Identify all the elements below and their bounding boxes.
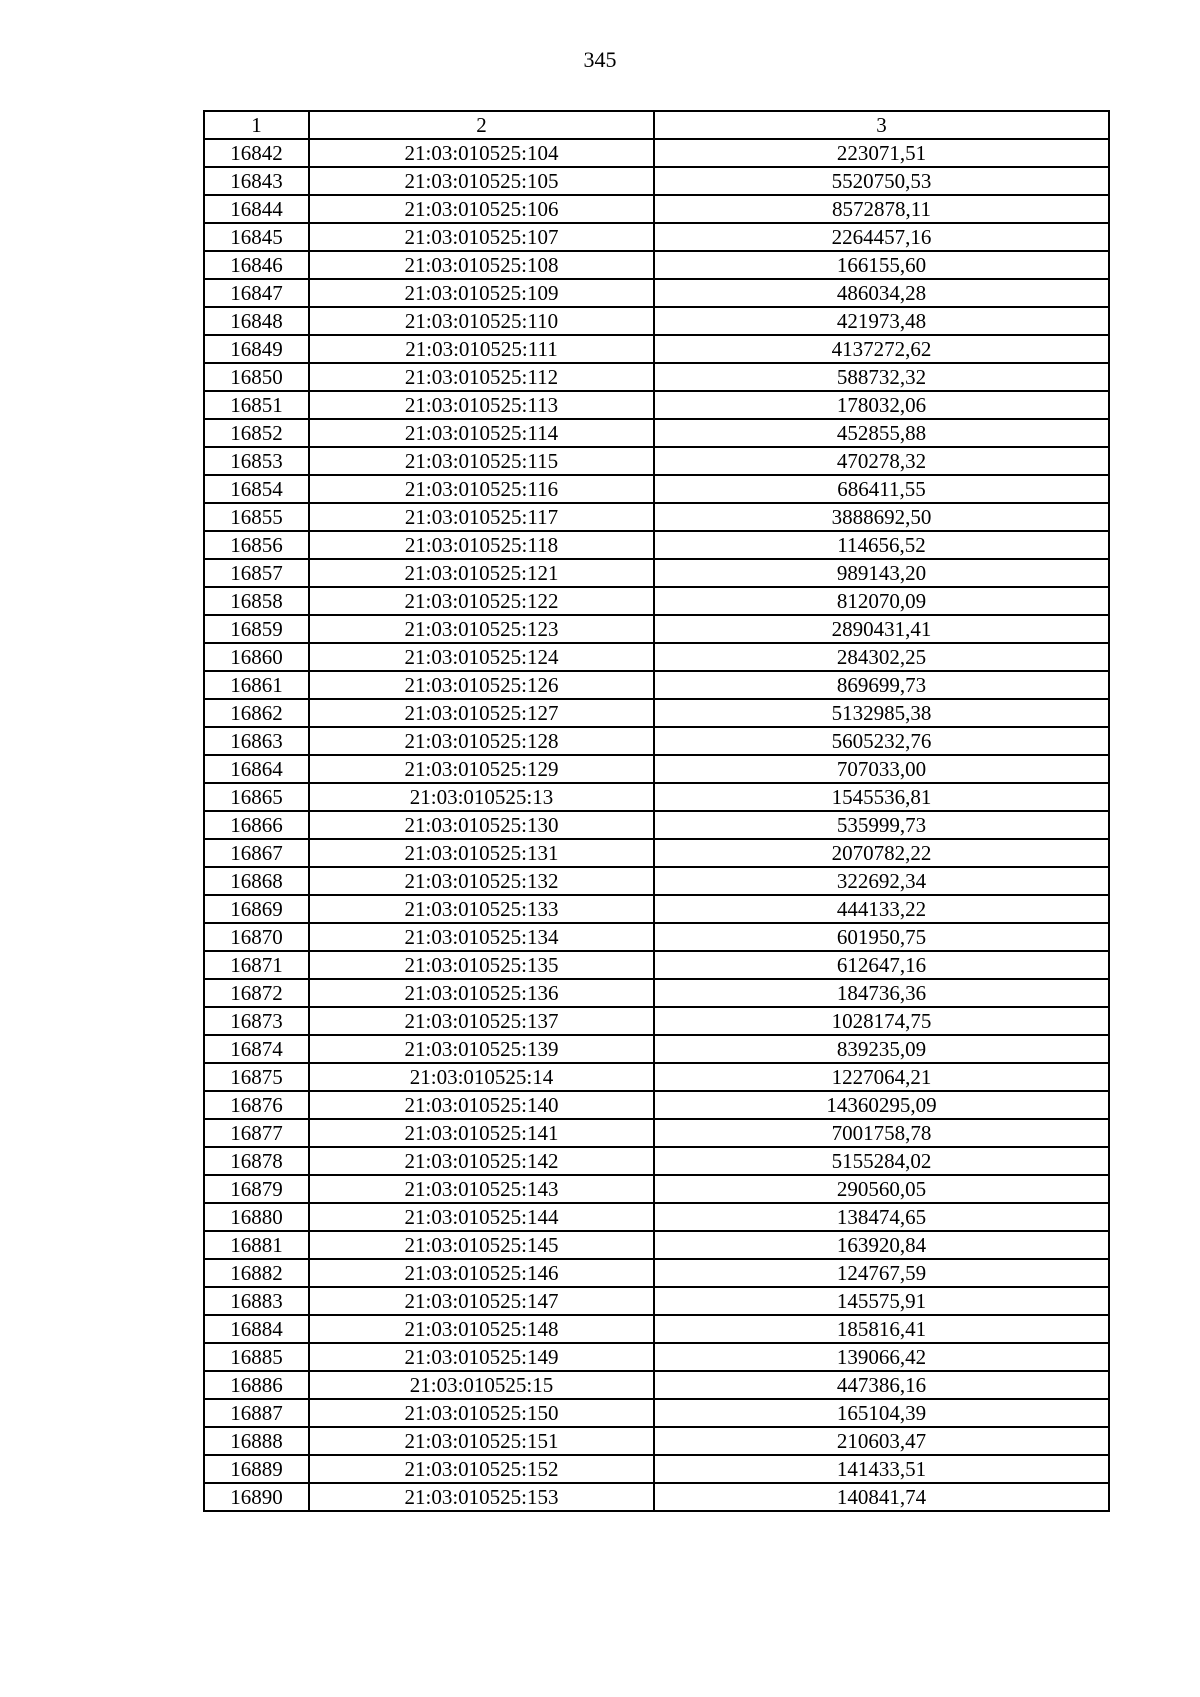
cell-cadastral-number: 21:03:010525:136 [309, 979, 654, 1007]
cell-row-number: 16878 [204, 1147, 309, 1175]
cell-row-number: 16863 [204, 727, 309, 755]
cell-value: 486034,28 [654, 279, 1109, 307]
cell-row-number: 16889 [204, 1455, 309, 1483]
column-header-number: 1 [204, 111, 309, 139]
table-row [204, 811, 1109, 839]
cell-value: 612647,16 [654, 951, 1109, 979]
table-row [204, 1007, 1109, 1035]
cell-row-number: 16844 [204, 195, 309, 223]
table-body [204, 139, 1109, 1511]
cell-cadastral-number: 21:03:010525:106 [309, 195, 654, 223]
table-row [204, 839, 1109, 867]
table-row [204, 531, 1109, 559]
cell-row-number: 16866 [204, 811, 309, 839]
header-row [204, 111, 1109, 139]
table-row [204, 1399, 1109, 1427]
cell-row-number: 16886 [204, 1371, 309, 1399]
cell-cadastral-number: 21:03:010525:149 [309, 1343, 654, 1371]
cell-cadastral-number: 21:03:010525:133 [309, 895, 654, 923]
cell-value: 707033,00 [654, 755, 1109, 783]
cell-value: 447386,16 [654, 1371, 1109, 1399]
table-row [204, 195, 1109, 223]
table-row [204, 615, 1109, 643]
cell-row-number: 16871 [204, 951, 309, 979]
cell-value: 185816,41 [654, 1315, 1109, 1343]
cell-cadastral-number: 21:03:010525:115 [309, 447, 654, 475]
table-row [204, 335, 1109, 363]
cell-value: 8572878,11 [654, 195, 1109, 223]
table-row [204, 699, 1109, 727]
cell-value: 5132985,38 [654, 699, 1109, 727]
table-row [204, 979, 1109, 1007]
cell-value: 839235,09 [654, 1035, 1109, 1063]
table-row [204, 951, 1109, 979]
cell-cadastral-number: 21:03:010525:132 [309, 867, 654, 895]
table-row [204, 727, 1109, 755]
column-header-cadastral-number: 2 [309, 111, 654, 139]
cell-value: 163920,84 [654, 1231, 1109, 1259]
cell-value: 5605232,76 [654, 727, 1109, 755]
cell-cadastral-number: 21:03:010525:142 [309, 1147, 654, 1175]
cell-cadastral-number: 21:03:010525:139 [309, 1035, 654, 1063]
cell-cadastral-number: 21:03:010525:13 [309, 783, 654, 811]
cell-value: 2264457,16 [654, 223, 1109, 251]
cell-value: 812070,09 [654, 587, 1109, 615]
cell-value: 5520750,53 [654, 167, 1109, 195]
table-row [204, 419, 1109, 447]
table-row [204, 587, 1109, 615]
table-row [204, 167, 1109, 195]
table-row [204, 363, 1109, 391]
cell-cadastral-number: 21:03:010525:104 [309, 139, 654, 167]
table-row [204, 1203, 1109, 1231]
cell-row-number: 16849 [204, 335, 309, 363]
cell-row-number: 16880 [204, 1203, 309, 1231]
cell-row-number: 16882 [204, 1259, 309, 1287]
cell-row-number: 16859 [204, 615, 309, 643]
table-row [204, 1259, 1109, 1287]
cell-cadastral-number: 21:03:010525:152 [309, 1455, 654, 1483]
cell-row-number: 16888 [204, 1427, 309, 1455]
cadastral-value-table [203, 110, 1110, 1512]
cell-value: 141433,51 [654, 1455, 1109, 1483]
column-header-value: 3 [654, 111, 1109, 139]
table-row [204, 391, 1109, 419]
cell-value: 7001758,78 [654, 1119, 1109, 1147]
table-row [204, 1063, 1109, 1091]
cell-row-number: 16842 [204, 139, 309, 167]
cell-value: 2890431,41 [654, 615, 1109, 643]
table-row [204, 1035, 1109, 1063]
cell-cadastral-number: 21:03:010525:129 [309, 755, 654, 783]
cell-cadastral-number: 21:03:010525:134 [309, 923, 654, 951]
cell-cadastral-number: 21:03:010525:146 [309, 1259, 654, 1287]
cell-cadastral-number: 21:03:010525:131 [309, 839, 654, 867]
cell-value: 290560,05 [654, 1175, 1109, 1203]
cell-row-number: 16874 [204, 1035, 309, 1063]
cell-value: 223071,51 [654, 139, 1109, 167]
cell-row-number: 16872 [204, 979, 309, 1007]
cell-value: 421973,48 [654, 307, 1109, 335]
table-row [204, 1315, 1109, 1343]
cell-value: 166155,60 [654, 251, 1109, 279]
table-row [204, 1343, 1109, 1371]
table-row [204, 307, 1109, 335]
table-row [204, 475, 1109, 503]
page-number: 345 [583, 47, 617, 72]
table-row [204, 867, 1109, 895]
table-header [204, 111, 1109, 139]
cell-value: 470278,32 [654, 447, 1109, 475]
cell-row-number: 16858 [204, 587, 309, 615]
table-row [204, 251, 1109, 279]
cell-value: 284302,25 [654, 643, 1109, 671]
cell-value: 114656,52 [654, 531, 1109, 559]
cell-cadastral-number: 21:03:010525:113 [309, 391, 654, 419]
cell-value: 588732,32 [654, 363, 1109, 391]
cell-row-number: 16870 [204, 923, 309, 951]
cell-row-number: 16856 [204, 531, 309, 559]
cell-cadastral-number: 21:03:010525:135 [309, 951, 654, 979]
cell-row-number: 16876 [204, 1091, 309, 1119]
cell-cadastral-number: 21:03:010525:153 [309, 1483, 654, 1511]
cell-value: 165104,39 [654, 1399, 1109, 1427]
table-row [204, 1231, 1109, 1259]
cell-row-number: 16869 [204, 895, 309, 923]
cell-cadastral-number: 21:03:010525:109 [309, 279, 654, 307]
cell-row-number: 16854 [204, 475, 309, 503]
cell-value: 139066,42 [654, 1343, 1109, 1371]
cell-cadastral-number: 21:03:010525:147 [309, 1287, 654, 1315]
table-row [204, 643, 1109, 671]
cell-value: 184736,36 [654, 979, 1109, 1007]
cell-cadastral-number: 21:03:010525:105 [309, 167, 654, 195]
cell-row-number: 16887 [204, 1399, 309, 1427]
cell-cadastral-number: 21:03:010525:126 [309, 671, 654, 699]
table-row [204, 1119, 1109, 1147]
cell-value: 2070782,22 [654, 839, 1109, 867]
cell-cadastral-number: 21:03:010525:150 [309, 1399, 654, 1427]
cell-value: 14360295,09 [654, 1091, 1109, 1119]
cell-value: 322692,34 [654, 867, 1109, 895]
table-row [204, 1287, 1109, 1315]
table-row [204, 1455, 1109, 1483]
cell-row-number: 16873 [204, 1007, 309, 1035]
cell-value: 452855,88 [654, 419, 1109, 447]
cell-value: 1545536,81 [654, 783, 1109, 811]
table-row [204, 139, 1109, 167]
cell-value: 124767,59 [654, 1259, 1109, 1287]
table-row [204, 671, 1109, 699]
cell-cadastral-number: 21:03:010525:122 [309, 587, 654, 615]
cell-row-number: 16848 [204, 307, 309, 335]
table-row [204, 279, 1109, 307]
table-row [204, 447, 1109, 475]
cell-value: 138474,65 [654, 1203, 1109, 1231]
table-row [204, 559, 1109, 587]
cell-value: 145575,91 [654, 1287, 1109, 1315]
cell-row-number: 16860 [204, 643, 309, 671]
cell-value: 989143,20 [654, 559, 1109, 587]
cell-cadastral-number: 21:03:010525:112 [309, 363, 654, 391]
table-row [204, 1147, 1109, 1175]
cell-cadastral-number: 21:03:010525:151 [309, 1427, 654, 1455]
table-row [204, 923, 1109, 951]
cell-value: 535999,73 [654, 811, 1109, 839]
cell-cadastral-number: 21:03:010525:123 [309, 615, 654, 643]
cell-cadastral-number: 21:03:010525:137 [309, 1007, 654, 1035]
cell-row-number: 16868 [204, 867, 309, 895]
cell-row-number: 16845 [204, 223, 309, 251]
cell-cadastral-number: 21:03:010525:110 [309, 307, 654, 335]
cell-value: 178032,06 [654, 391, 1109, 419]
cell-row-number: 16865 [204, 783, 309, 811]
table-row [204, 783, 1109, 811]
cell-cadastral-number: 21:03:010525:148 [309, 1315, 654, 1343]
cell-row-number: 16850 [204, 363, 309, 391]
cell-row-number: 16879 [204, 1175, 309, 1203]
cell-cadastral-number: 21:03:010525:15 [309, 1371, 654, 1399]
cell-cadastral-number: 21:03:010525:143 [309, 1175, 654, 1203]
cell-value: 140841,74 [654, 1483, 1109, 1511]
cell-value: 210603,47 [654, 1427, 1109, 1455]
cell-row-number: 16862 [204, 699, 309, 727]
cell-value: 601950,75 [654, 923, 1109, 951]
cell-cadastral-number: 21:03:010525:107 [309, 223, 654, 251]
cell-row-number: 16864 [204, 755, 309, 783]
cell-value: 3888692,50 [654, 503, 1109, 531]
cell-row-number: 16883 [204, 1287, 309, 1315]
cell-row-number: 16867 [204, 839, 309, 867]
cell-row-number: 16846 [204, 251, 309, 279]
cell-cadastral-number: 21:03:010525:130 [309, 811, 654, 839]
cell-cadastral-number: 21:03:010525:128 [309, 727, 654, 755]
cell-value: 5155284,02 [654, 1147, 1109, 1175]
cell-cadastral-number: 21:03:010525:116 [309, 475, 654, 503]
cell-cadastral-number: 21:03:010525:121 [309, 559, 654, 587]
cell-cadastral-number: 21:03:010525:118 [309, 531, 654, 559]
cell-row-number: 16843 [204, 167, 309, 195]
table-row [204, 1427, 1109, 1455]
cell-value: 869699,73 [654, 671, 1109, 699]
table-row [204, 503, 1109, 531]
table-row [204, 223, 1109, 251]
cell-value: 444133,22 [654, 895, 1109, 923]
cell-row-number: 16851 [204, 391, 309, 419]
cell-cadastral-number: 21:03:010525:140 [309, 1091, 654, 1119]
cell-cadastral-number: 21:03:010525:144 [309, 1203, 654, 1231]
cell-cadastral-number: 21:03:010525:124 [309, 643, 654, 671]
cell-value: 4137272,62 [654, 335, 1109, 363]
table-row [204, 1371, 1109, 1399]
cell-cadastral-number: 21:03:010525:127 [309, 699, 654, 727]
table-row [204, 895, 1109, 923]
cell-cadastral-number: 21:03:010525:108 [309, 251, 654, 279]
cell-value: 1227064,21 [654, 1063, 1109, 1091]
cell-row-number: 16857 [204, 559, 309, 587]
cell-row-number: 16877 [204, 1119, 309, 1147]
table-row [204, 1483, 1109, 1511]
cell-cadastral-number: 21:03:010525:145 [309, 1231, 654, 1259]
cell-row-number: 16855 [204, 503, 309, 531]
cell-row-number: 16881 [204, 1231, 309, 1259]
cell-row-number: 16885 [204, 1343, 309, 1371]
cell-value: 1028174,75 [654, 1007, 1109, 1035]
cell-row-number: 16884 [204, 1315, 309, 1343]
table-row [204, 1175, 1109, 1203]
cell-cadastral-number: 21:03:010525:117 [309, 503, 654, 531]
cell-row-number: 16875 [204, 1063, 309, 1091]
table-row [204, 755, 1109, 783]
cell-cadastral-number: 21:03:010525:141 [309, 1119, 654, 1147]
cell-cadastral-number: 21:03:010525:114 [309, 419, 654, 447]
cell-row-number: 16853 [204, 447, 309, 475]
cell-row-number: 16847 [204, 279, 309, 307]
cell-row-number: 16852 [204, 419, 309, 447]
cell-cadastral-number: 21:03:010525:111 [309, 335, 654, 363]
cell-cadastral-number: 21:03:010525:14 [309, 1063, 654, 1091]
cell-value: 686411,55 [654, 475, 1109, 503]
cell-row-number: 16861 [204, 671, 309, 699]
cell-row-number: 16890 [204, 1483, 309, 1511]
table-row [204, 1091, 1109, 1119]
